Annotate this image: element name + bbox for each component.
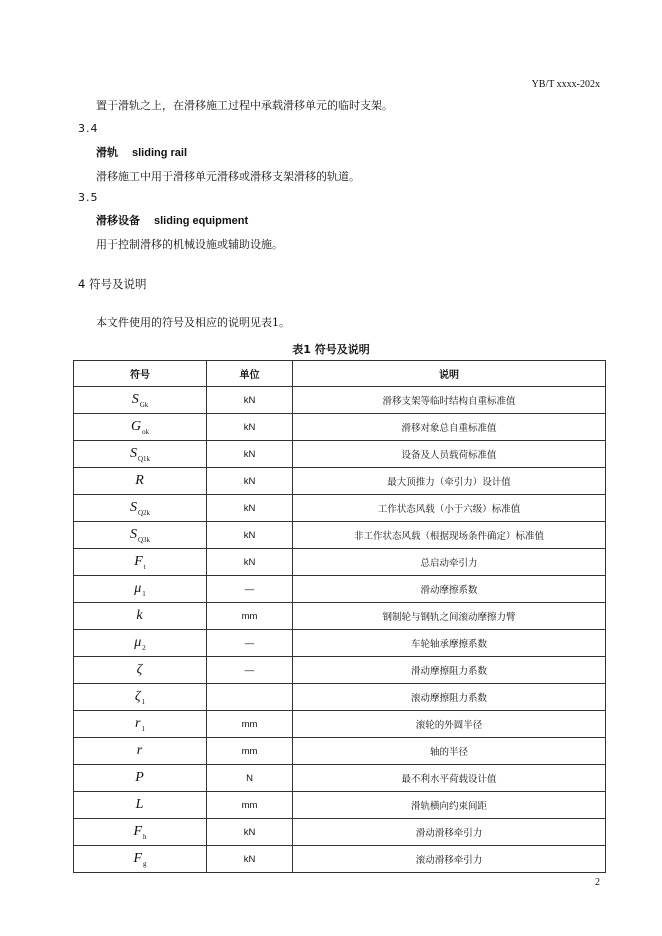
symbol-main: r bbox=[135, 715, 141, 731]
table-caption: 表1 符号及说明 bbox=[292, 343, 370, 356]
symbol-main: ζ bbox=[136, 661, 143, 677]
symbol-main: F bbox=[133, 823, 143, 839]
unit-cell: — bbox=[207, 630, 293, 657]
symbol-subscript: g bbox=[143, 859, 147, 868]
term-definition-3-4: 滑移施工中用于滑移单元滑移或滑移支架滑移的轨道。 bbox=[96, 170, 360, 183]
description-cell: 滑动摩擦系数 bbox=[293, 576, 606, 603]
symbol-main: G bbox=[130, 418, 142, 434]
table-row bbox=[74, 765, 606, 792]
symbol-main: F bbox=[133, 850, 143, 866]
section-number: 4 bbox=[78, 277, 86, 291]
description-cell: 设备及人员载荷标准值 bbox=[293, 441, 606, 468]
symbol-subscript: 1 bbox=[141, 724, 145, 733]
table-row bbox=[74, 576, 606, 603]
symbol-cell bbox=[74, 738, 207, 765]
symbol-subscript: t bbox=[143, 562, 146, 571]
symbol-main: F bbox=[134, 553, 143, 569]
unit-cell: mm bbox=[207, 711, 293, 738]
section-heading bbox=[78, 276, 146, 292]
symbol-cell bbox=[74, 549, 207, 576]
description-cell: 最大顶推力（牵引力）设计值 bbox=[293, 468, 606, 495]
clause-number-3-5: 3.5 bbox=[78, 191, 99, 204]
table-row bbox=[74, 738, 606, 765]
symbols-table bbox=[73, 360, 606, 873]
table-row bbox=[74, 495, 606, 522]
description-cell: 滑移支架等临时结构自重标准值 bbox=[293, 387, 606, 414]
symbol-cell bbox=[74, 414, 207, 441]
term-cn: 滑轨 bbox=[96, 146, 118, 159]
symbol-main: μ bbox=[134, 580, 142, 596]
table-row bbox=[74, 711, 606, 738]
symbol-cell bbox=[74, 603, 207, 630]
symbol-main: R bbox=[135, 472, 144, 488]
symbol-cell bbox=[74, 630, 207, 657]
header-description: 说明 bbox=[293, 361, 606, 387]
symbol-main: S bbox=[129, 499, 137, 515]
description-cell: 工作状态风载（小于六级）标准值 bbox=[293, 495, 606, 522]
symbol-cell bbox=[74, 819, 207, 846]
symbol-subscript: Q1k bbox=[137, 454, 151, 463]
description-cell: 车轮轴承摩擦系数 bbox=[293, 630, 606, 657]
symbol-subscript: Gk bbox=[139, 400, 149, 409]
term-en: sliding equipment bbox=[154, 215, 249, 227]
symbol-main: r bbox=[136, 742, 143, 758]
symbol-cell bbox=[74, 576, 207, 603]
unit-cell: mm bbox=[207, 738, 293, 765]
unit-cell: mm bbox=[207, 603, 293, 630]
description-cell: 滚动摩擦阻力系数 bbox=[293, 684, 606, 711]
page-number: 2 bbox=[595, 877, 600, 888]
header-symbol: 符号 bbox=[74, 361, 207, 387]
symbol-subscript: 1 bbox=[142, 589, 146, 598]
document-code: YB/T xxxx-202x bbox=[531, 79, 600, 90]
description-cell: 滑移对象总自重标准值 bbox=[293, 414, 606, 441]
unit-cell: N bbox=[207, 765, 293, 792]
symbol-cell bbox=[74, 657, 207, 684]
symbol-subscript: Q2k bbox=[137, 508, 151, 517]
symbol-cell bbox=[74, 468, 207, 495]
description-cell: 滚轮的外圆半径 bbox=[293, 711, 606, 738]
table-row bbox=[74, 630, 606, 657]
description-cell: 非工作状态风载（根据现场条件确定）标准值 bbox=[293, 522, 606, 549]
table-row bbox=[74, 441, 606, 468]
symbol-subscript: ok bbox=[142, 427, 150, 436]
intro-line: 置于滑轨之上，在滑移施工过程中承载滑移单元的临时支架。 bbox=[96, 99, 393, 112]
description-cell: 滚动滑移牵引力 bbox=[293, 846, 606, 873]
table-row bbox=[74, 522, 606, 549]
table-row bbox=[74, 468, 606, 495]
table-row bbox=[74, 846, 606, 873]
table-row bbox=[74, 387, 606, 414]
unit-cell: — bbox=[207, 657, 293, 684]
symbol-main: L bbox=[135, 796, 144, 812]
unit-cell: kN bbox=[207, 414, 293, 441]
section-title: 符号及说明 bbox=[88, 277, 147, 291]
symbol-main: μ bbox=[134, 634, 142, 650]
table-row bbox=[74, 603, 606, 630]
unit-cell: kN bbox=[207, 819, 293, 846]
table-row bbox=[74, 819, 606, 846]
unit-cell: kN bbox=[207, 495, 293, 522]
unit-cell bbox=[207, 684, 293, 711]
term-heading-3-4 bbox=[96, 144, 187, 160]
symbol-subscript: 2 bbox=[142, 643, 146, 652]
symbol-subscript: 1 bbox=[141, 697, 146, 706]
description-cell: 钢制轮与钢轨之间滚动摩擦力臂 bbox=[293, 603, 606, 630]
table-row bbox=[74, 792, 606, 819]
term-cn: 滑移设备 bbox=[96, 214, 140, 227]
symbol-main: P bbox=[135, 769, 144, 785]
description-cell: 滑轨横向约束间距 bbox=[293, 792, 606, 819]
term-heading-3-5 bbox=[96, 212, 248, 228]
symbol-cell bbox=[74, 711, 207, 738]
header-unit: 单位 bbox=[207, 361, 293, 387]
symbol-main: k bbox=[136, 607, 143, 623]
table-row bbox=[74, 657, 606, 684]
section-text: 本文件使用的符号及相应的说明见表1。 bbox=[96, 316, 290, 329]
unit-cell: kN bbox=[207, 846, 293, 873]
description-cell: 轴的半径 bbox=[293, 738, 606, 765]
symbol-cell bbox=[74, 846, 207, 873]
symbol-main: S bbox=[131, 391, 139, 407]
term-en: sliding rail bbox=[132, 147, 188, 159]
description-cell: 总启动牵引力 bbox=[293, 549, 606, 576]
unit-cell: kN bbox=[207, 441, 293, 468]
table-header-row bbox=[74, 361, 606, 387]
symbol-main: ζ bbox=[134, 688, 141, 704]
unit-cell: kN bbox=[207, 522, 293, 549]
table-row bbox=[74, 414, 606, 441]
symbol-subscript: h bbox=[143, 832, 147, 841]
description-cell: 滑动滑移牵引力 bbox=[293, 819, 606, 846]
term-definition-3-5: 用于控制滑移的机械设施或辅助设施。 bbox=[96, 238, 283, 251]
symbol-subscript: Q3k bbox=[137, 535, 151, 544]
table-row bbox=[74, 549, 606, 576]
description-cell: 滑动摩擦阻力系数 bbox=[293, 657, 606, 684]
symbol-cell bbox=[74, 441, 207, 468]
symbol-cell bbox=[74, 792, 207, 819]
symbol-main: S bbox=[129, 445, 137, 461]
description-cell: 最不利水平荷载设计值 bbox=[293, 765, 606, 792]
table-row bbox=[74, 684, 606, 711]
unit-cell: mm bbox=[207, 792, 293, 819]
unit-cell: — bbox=[207, 576, 293, 603]
unit-cell: kN bbox=[207, 468, 293, 495]
symbol-cell bbox=[74, 387, 207, 414]
symbol-cell bbox=[74, 495, 207, 522]
unit-cell: kN bbox=[207, 387, 293, 414]
unit-cell: kN bbox=[207, 549, 293, 576]
symbol-cell bbox=[74, 684, 207, 711]
symbol-cell bbox=[74, 522, 207, 549]
symbol-cell bbox=[74, 765, 207, 792]
symbol-main: S bbox=[129, 526, 137, 542]
clause-number-3-4: 3.4 bbox=[78, 122, 99, 135]
